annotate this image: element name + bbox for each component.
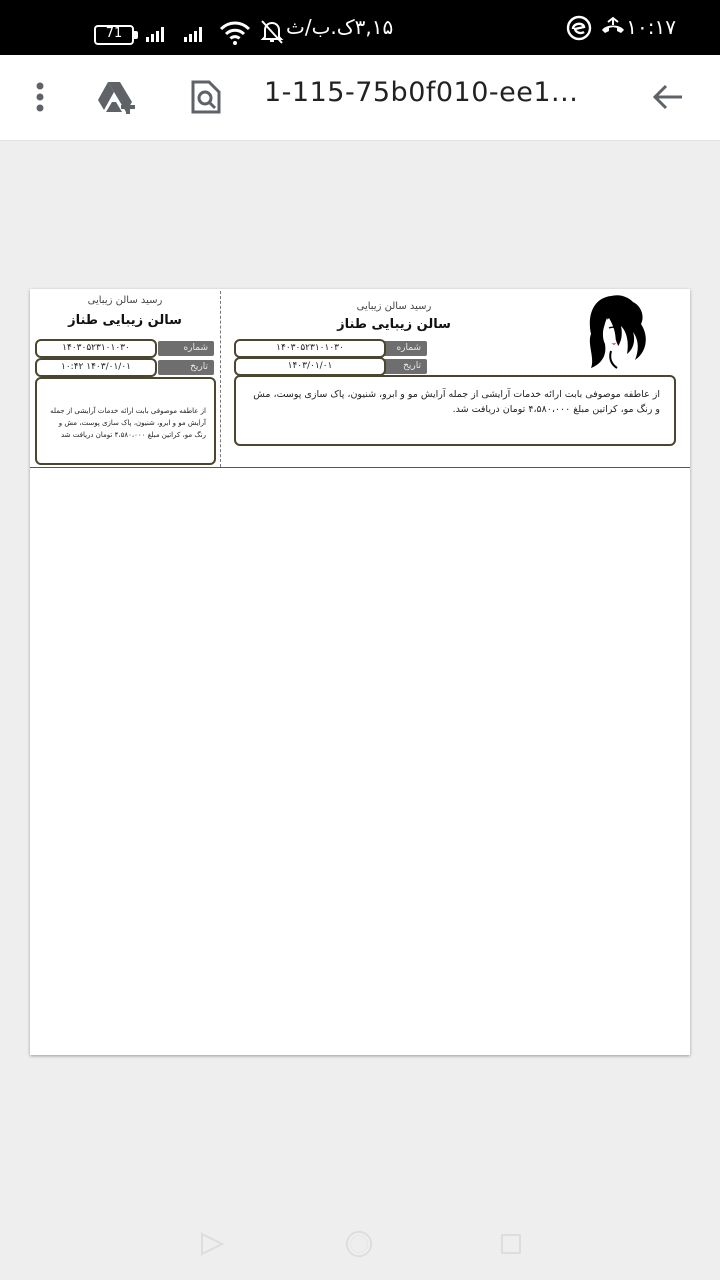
stub-title: سالن زیبایی طناز [68, 313, 182, 328]
battery-level: 71 [105, 26, 123, 41]
back-arrow-icon [652, 83, 684, 111]
stub-date-label: تاریخ [158, 360, 214, 375]
find-in-page-button[interactable] [184, 75, 228, 119]
main-body-text: از عاطفه موصوفی بابت ارائه خدمات آرایشی از جمله آرایش مو و ابرو، شنیون، پاک سازی پوست، مش و رنگ مو، کراتین مبلغ ۴،۵۸۰،۰۰۰ تومان دریافت شد. [253, 389, 660, 415]
top-app-bar [0, 55, 720, 141]
nav-home-button[interactable] [344, 1229, 374, 1259]
system-nav-bar [0, 1210, 720, 1280]
add-to-drive-button[interactable] [96, 75, 140, 119]
wifi-icon [218, 20, 252, 46]
status-date: ۳,۱۵ک.ب/ث [286, 15, 394, 39]
stub-subtitle: رسید سالن زیبایی [87, 295, 163, 306]
recents-square-icon [499, 1232, 523, 1256]
back-triangle-icon [198, 1232, 224, 1256]
nav-recents-button[interactable] [496, 1229, 526, 1259]
call-icon [600, 16, 626, 40]
main-title: سالن زیبایی طناز [337, 317, 451, 332]
battery-icon [94, 25, 134, 45]
app-logo-icon [566, 15, 592, 41]
main-body-box [234, 375, 676, 446]
main-subtitle: رسید سالن زیبایی [356, 301, 432, 312]
main-date-label: تاریخ [377, 359, 427, 374]
woman-silhouette-logo [581, 292, 651, 372]
stub-number-label: شماره [158, 341, 214, 356]
home-circle-icon [344, 1228, 374, 1260]
main-number-field: ۱۴۰۳۰۵۲۳۱۰۱۰۳۰ [234, 339, 386, 358]
receipt-bottom-border [30, 467, 690, 468]
stub-body-box [35, 377, 216, 465]
more-options-button[interactable] [18, 75, 62, 119]
drive-add-icon [96, 80, 140, 114]
signal-icon [184, 25, 214, 43]
document-title: 1-115-75b0f010-ee1... [264, 77, 579, 108]
main-date-field: ۱۴۰۳/۰۱/۰۱ [234, 357, 386, 376]
clock: ۱۰:۱۷ [626, 15, 676, 39]
document-page[interactable] [30, 289, 690, 1055]
main-number-label: شماره [377, 341, 427, 356]
more-vert-icon [35, 82, 45, 112]
signal-icon [146, 25, 176, 43]
find-in-page-icon [191, 80, 221, 114]
receipt-stub [30, 289, 220, 467]
nav-back-button[interactable] [196, 1229, 226, 1259]
stub-body-text: از عاطفه موصوفی بابت ارائه خدمات آرایشی از جمله آرایش مو و ابرو، شنیون، پاک سازی پوست، مش و رنگ مو، کراتین مبلغ ۴،۵۸۰،۰۰۰ تومان دریافت شد [50, 407, 206, 439]
stub-number-field: ۱۴۰۳۰۵۲۳۱۰۱۰۳۰ [35, 339, 157, 358]
stub-date-field: ۱۰:۴۲ ۱۴۰۳/۰۱/۰۱ [35, 358, 157, 377]
back-button[interactable] [646, 75, 690, 119]
status-bar [0, 0, 720, 55]
receipt-main [221, 289, 690, 467]
mute-icon [260, 19, 284, 45]
